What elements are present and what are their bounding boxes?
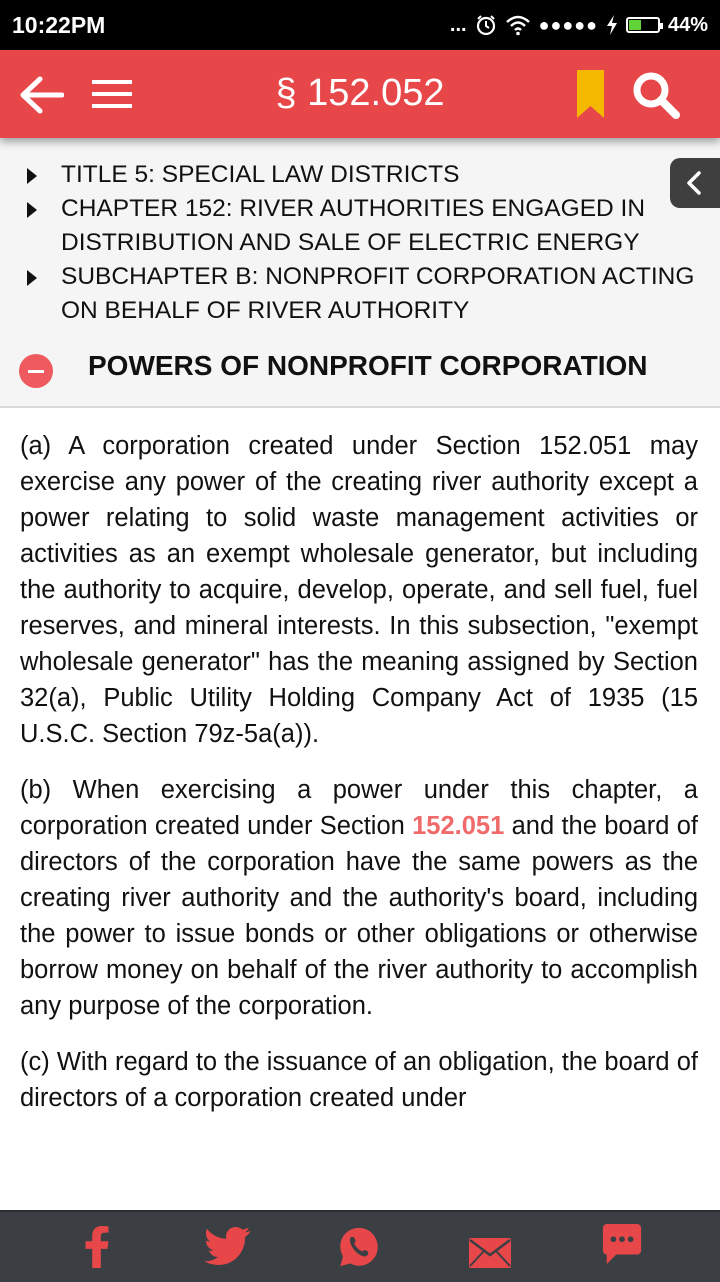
- breadcrumb-label: SUBCHAPTER B: NONPROFIT CORPORATION ACTING ON BEHALF OF RIVER AUTHORITY: [61, 263, 695, 324]
- paragraph-b-text: (b) When exercising a power under this chapter, a corporation created under Section: [20, 776, 698, 840]
- collapse-panel-button[interactable]: [670, 158, 720, 208]
- battery-icon: [626, 17, 660, 33]
- paragraph-b-text: and the board of directors of the corporation have the same powers as the creating river authority and the authority's board, including the power to issue bonds or other obligations or otherwise borrow money on behalf of the river authority to accomplish any purpose of the corporation.: [20, 812, 698, 1020]
- bookmark-icon[interactable]: [577, 70, 604, 118]
- paragraph-c: (c) With regard to the issuance of an obligation, the board of directors of a corporation created under: [20, 1048, 698, 1112]
- facebook-icon[interactable]: [84, 1226, 110, 1268]
- email-icon[interactable]: [469, 1232, 511, 1274]
- breadcrumb-title[interactable]: [61, 158, 701, 192]
- alarm-icon: [475, 14, 497, 36]
- app-bar: [0, 50, 720, 138]
- charging-icon: [606, 15, 618, 35]
- battery-percent: 44%: [667, 13, 708, 36]
- signal-strength-icon: ●●●●●: [538, 14, 598, 35]
- section-link-152-051[interactable]: 152.051: [412, 812, 505, 840]
- breadcrumb-label: TITLE 5: SPECIAL LAW DISTRICTS: [61, 161, 460, 188]
- section-heading: POWERS OF NONPROFIT CORPORATION: [88, 350, 648, 381]
- breadcrumb-subchapter[interactable]: [61, 260, 701, 328]
- wifi-icon: [505, 14, 531, 36]
- expand-arrow-icon: [27, 202, 37, 218]
- search-icon[interactable]: [631, 70, 681, 120]
- status-icons: [450, 11, 708, 39]
- more-dots-icon: ...: [449, 13, 467, 36]
- divider: [0, 406, 720, 408]
- chevron-left-icon: [684, 170, 704, 196]
- status-bar: [0, 0, 720, 50]
- breadcrumb-chapter[interactable]: [61, 192, 701, 260]
- collapse-section-icon[interactable]: [19, 354, 53, 388]
- paragraph-b: [20, 772, 698, 1024]
- breadcrumb-label: CHAPTER 152: RIVER AUTHORITIES ENGAGED IN DISTRIBUTION AND SALE OF ELECTRIC ENERGY: [61, 195, 646, 256]
- statute-text: [20, 428, 698, 1136]
- status-time: 10:22PM: [12, 12, 106, 38]
- expand-arrow-icon: [27, 270, 37, 286]
- twitter-icon[interactable]: [205, 1226, 251, 1268]
- share-bar: [0, 1210, 720, 1282]
- sms-icon[interactable]: [602, 1224, 642, 1266]
- page-title: § 152.052: [275, 72, 445, 114]
- paragraph-a: (a) A corporation created under Section 152.051 may exercise any power of the creating river authority except a power relating to solid waste management activities or activities as an exempt wholesale generator, but including the authority to acquire, develop, operate, and sell fuel, fuel reserves, and mineral interests. In this subsection, "exempt wholesale generator" has the meaning assigned by Section 32(a), Public Utility Holding Company Act of 1935 (15 U.S.C. Section 79z-5a(a)).: [20, 432, 698, 748]
- expand-arrow-icon: [27, 168, 37, 184]
- whatsapp-icon[interactable]: [336, 1226, 382, 1268]
- battery-level-fill: [629, 20, 641, 30]
